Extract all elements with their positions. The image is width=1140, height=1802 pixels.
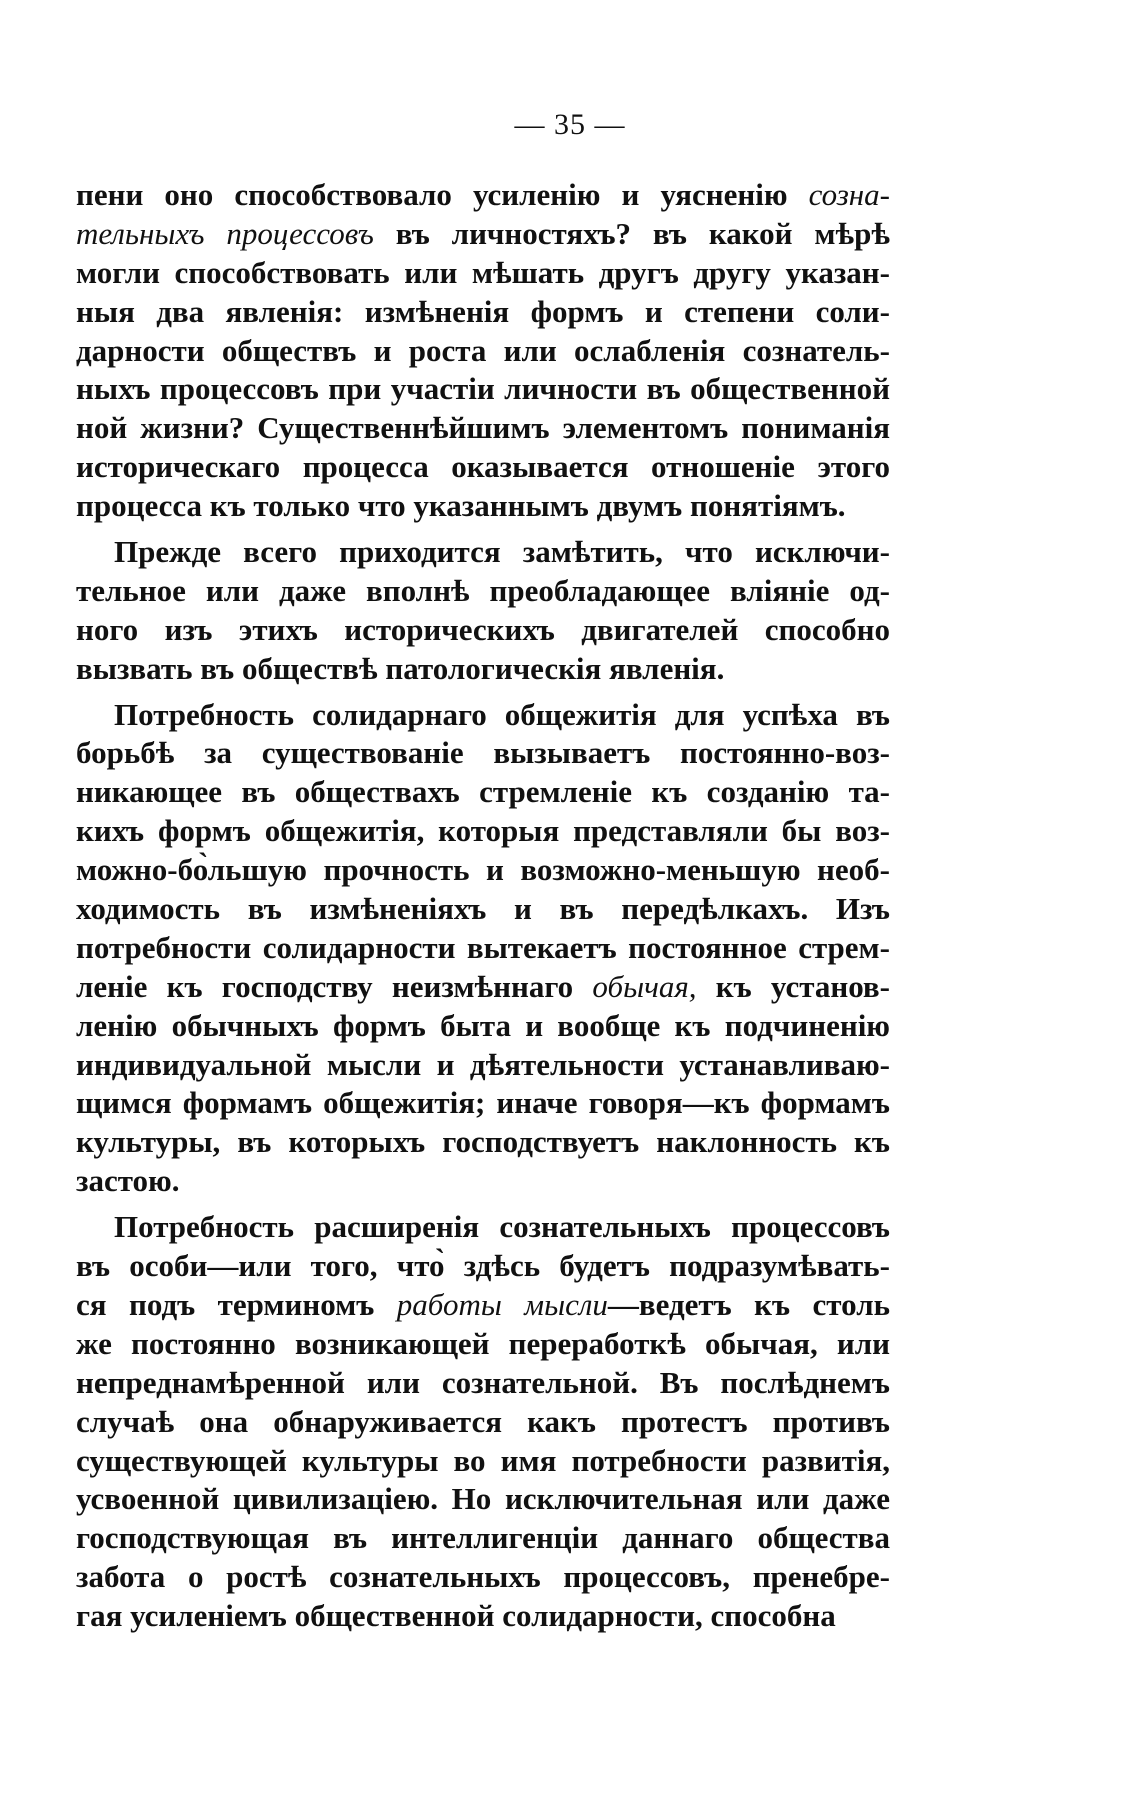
- text-run: борьбѣ за существованіе вызываетъ постоянно-воз-: [76, 735, 890, 771]
- text-line: [76, 696, 890, 735]
- text-line: [76, 1403, 890, 1442]
- text-line: [76, 254, 890, 293]
- text-run: Потребность солидарнаго общежитія для успѣха въ: [114, 696, 890, 732]
- text-run: дарности обществъ и роста или ослабленія сознатель-: [76, 332, 890, 368]
- text-line: [76, 650, 890, 689]
- text-run: щимся формамъ общежитія; иначе говоря—къ формамъ: [76, 1085, 890, 1121]
- text-line: [76, 1046, 890, 1085]
- text-run: кихъ формъ общежитія, которыя представляли бы воз-: [76, 813, 890, 849]
- text-run: забота о ростѣ сознательныхъ процессовъ, пренебре-: [76, 1559, 890, 1595]
- text-line: [76, 611, 890, 650]
- text-line: [76, 1208, 890, 1247]
- text-run: потребности солидарности вытекаетъ постоянное стрем-: [76, 929, 890, 965]
- text-line: [76, 929, 890, 968]
- text-line: [76, 572, 890, 611]
- text-run: индивидуальной мысли и дѣятельности устанавливаю-: [76, 1046, 890, 1082]
- text-line: [76, 812, 890, 851]
- text-run: ся подъ терминомъ: [76, 1286, 397, 1322]
- italic-text: обычая,: [592, 968, 697, 1004]
- text-run: гая усиленіемъ общественной солидарности, способна: [76, 1598, 836, 1634]
- italic-text: работы мысли: [396, 1286, 608, 1322]
- text-run: ныхъ процессовъ при участіи личности въ общественной: [76, 371, 890, 407]
- text-run: застою.: [76, 1163, 180, 1199]
- text-line: [76, 890, 890, 929]
- text-run: существующей культуры во имя потребности развитія,: [76, 1442, 890, 1478]
- text-run: ходимость въ измѣненіяхъ и въ передѣлкахъ. Изъ: [76, 891, 890, 927]
- text-line: [76, 1123, 890, 1162]
- text-line: [76, 293, 890, 332]
- text-line: [76, 1084, 890, 1123]
- text-line: [76, 332, 890, 371]
- text-line: [76, 1558, 890, 1597]
- text-line: [76, 734, 890, 773]
- text-line: [76, 1480, 890, 1519]
- text-line: [76, 773, 890, 812]
- text-run: въ личностяхъ? въ какой мѣрѣ: [373, 215, 890, 251]
- italic-text: созна-: [808, 177, 890, 212]
- text-run: ного изъ этихъ историческихъ двигателей способно: [76, 611, 890, 647]
- text-run: же постоянно возникающей переработкѣ обычая, или: [76, 1325, 890, 1361]
- text-run: культуры, въ которыхъ господствуетъ наклонность къ: [76, 1124, 890, 1160]
- text-run: тельное или даже вполнѣ преобладающее вліяніе од-: [76, 572, 890, 608]
- italic-text: тельныхъ процессовъ: [76, 215, 374, 251]
- text-run: господствующая въ интеллигенціи даннаго общества: [76, 1520, 890, 1556]
- text-line: [76, 1162, 890, 1201]
- text-line: [76, 448, 890, 487]
- text-line: [76, 215, 890, 254]
- text-line: [76, 968, 890, 1007]
- text-line: [76, 1286, 890, 1325]
- text-run: никающее въ обществахъ стремленіе къ созданію та-: [76, 774, 890, 810]
- text-run: могли способствовать или мѣшать другъ другу указан-: [76, 254, 890, 290]
- text-run: случаѣ она обнаруживается какъ протестъ противъ: [76, 1403, 890, 1439]
- text-line: [76, 1364, 890, 1403]
- text-run: Прежде всего приходится замѣтить, что исключи-: [114, 534, 890, 570]
- text-run: къ установ-: [696, 968, 890, 1004]
- text-run: процесса къ только что указаннымъ двумъ понятіямъ.: [76, 488, 846, 524]
- text-run: усвоенной цивилизаціею. Но исключительная или даже: [76, 1481, 890, 1517]
- text-run: можно-бо̀льшую прочность и возможно-меньшую необ-: [76, 852, 890, 888]
- text-run: вызвать въ обществѣ патологическія явленія.: [76, 650, 725, 686]
- text-run: ныя два явленія: измѣненія формъ и степени соли-: [76, 293, 890, 329]
- text-line: [76, 1325, 890, 1364]
- text-line: [76, 176, 890, 215]
- text-line: [76, 370, 890, 409]
- text-line: [76, 851, 890, 890]
- text-run: историческаго процесса оказывается отношеніе этого: [76, 449, 890, 485]
- text-run: Потребность расширенія сознательныхъ процессовъ: [114, 1209, 890, 1245]
- text-run: ленію обычныхъ формъ быта и вообще къ подчиненію: [76, 1007, 890, 1043]
- text-line: [76, 1597, 890, 1636]
- text-line: [76, 1007, 890, 1046]
- text-line: [76, 533, 890, 572]
- text-run: непреднамѣренной или сознательной. Въ послѣднемъ: [76, 1364, 890, 1400]
- text-run: леніе къ господству неизмѣннаго: [76, 968, 593, 1004]
- text-run: ной жизни? Существеннѣйшимъ элементомъ пониманія: [76, 410, 890, 446]
- text-line: [76, 1247, 890, 1286]
- text-run: —ведетъ къ столь: [607, 1286, 890, 1322]
- text-run: въ особи—или того, что̀ здѣсь будетъ подразумѣвать-: [76, 1248, 890, 1284]
- text-line: [76, 487, 890, 526]
- text-line: [76, 409, 890, 448]
- text-line: [76, 1442, 890, 1481]
- page-number: — 35 —: [514, 108, 626, 141]
- text-run: пени оно способствовало усиленію и уясненію: [76, 177, 809, 212]
- text-line: [76, 1519, 890, 1558]
- body-text: [76, 176, 890, 1636]
